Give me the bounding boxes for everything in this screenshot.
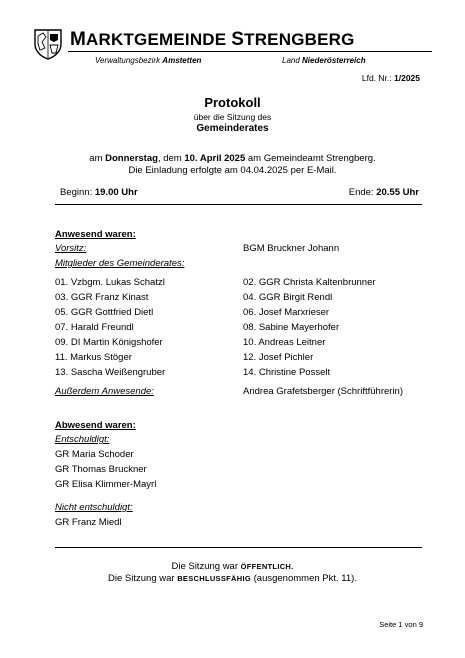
chair-value: BGM Bruckner Johann <box>243 243 340 254</box>
others-label: Außerdem Anwesende: <box>55 386 154 397</box>
unexcused-label: Nicht entschuldigt: <box>55 502 133 513</box>
member-item: 02. GGR Christa Kaltenbrunner <box>243 277 376 288</box>
document-subtitle: über die Sitzung des <box>193 112 272 122</box>
meeting-date-line: am Donnerstag, dem 10. April 2025 am Gemeindeamt Strengberg. <box>89 153 376 164</box>
member-item: 07. Harald Freundl <box>55 322 134 333</box>
district-info: Verwaltungsbezirk Amstetten <box>95 56 202 65</box>
invitation-line: Die Einladung erfolgte am 04.04.2025 per E-Mail. <box>128 165 337 176</box>
serial-number: Lfd. Nr.: 1/2025 <box>361 73 420 83</box>
present-title: Anwesend waren: <box>55 229 136 240</box>
member-item: 05. GGR Gottfried Dietl <box>55 307 154 318</box>
council-name: Gemeinderates <box>196 123 269 134</box>
excused-item: GR Maria Schoder <box>55 449 134 460</box>
member-item: 04. GGR Birgit Rendl <box>243 292 333 303</box>
excused-item: GR Thomas Bruckner <box>55 464 147 475</box>
begin-time: Beginn: 19.00 Uhr <box>60 187 138 198</box>
excused-label: Entschuldigt: <box>55 434 110 445</box>
member-item: 14. Christine Posselt <box>243 367 331 378</box>
member-item: 08. Sabine Mayerhofer <box>243 322 340 333</box>
member-item: 09. DI Martin Königshofer <box>55 337 163 348</box>
member-item: 10. Andreas Leitner <box>243 337 326 348</box>
member-item: 03. GGR Franz Kinast <box>55 292 149 303</box>
absent-title: Abwesend waren: <box>55 420 136 431</box>
member-item: 12. Josef Pichler <box>243 352 314 363</box>
member-item: 13. Sascha Weißengruber <box>55 367 166 378</box>
organization-name: MARKTGEMEINDE STRENGBERG <box>70 29 355 50</box>
state-info: Land Niederösterreich <box>282 56 366 65</box>
chair-label: Vorsitz: <box>55 243 87 254</box>
quorum-status: Die Sitzung war BESCHLUSSFÄHIG (ausgenommen Pkt. 11). <box>108 573 357 584</box>
page-number: Seite 1 von 9 <box>379 620 423 629</box>
municipal-crest-icon <box>33 28 63 60</box>
members-label: Mitglieder des Gemeinderates: <box>55 258 185 269</box>
excused-item: GR Elisa Klimmer-Mayrl <box>55 479 157 490</box>
others-value: Andrea Grafetsberger (Schriftführerin) <box>243 386 403 397</box>
document-title: Protokoll <box>204 95 261 110</box>
end-time: Ende: 20.55 Uhr <box>348 187 419 198</box>
unexcused-item: GR Franz Miedl <box>55 517 122 528</box>
member-item: 06. Josef Marxrieser <box>243 307 330 318</box>
member-item: 01. Vzbgm. Lukas Schatzl <box>55 277 165 288</box>
public-status: Die Sitzung war ÖFFENTLICH. <box>171 561 294 572</box>
header-divider <box>68 51 432 52</box>
section-divider <box>55 204 422 205</box>
member-item: 11. Markus Stöger <box>55 352 132 363</box>
section-divider <box>55 547 422 548</box>
